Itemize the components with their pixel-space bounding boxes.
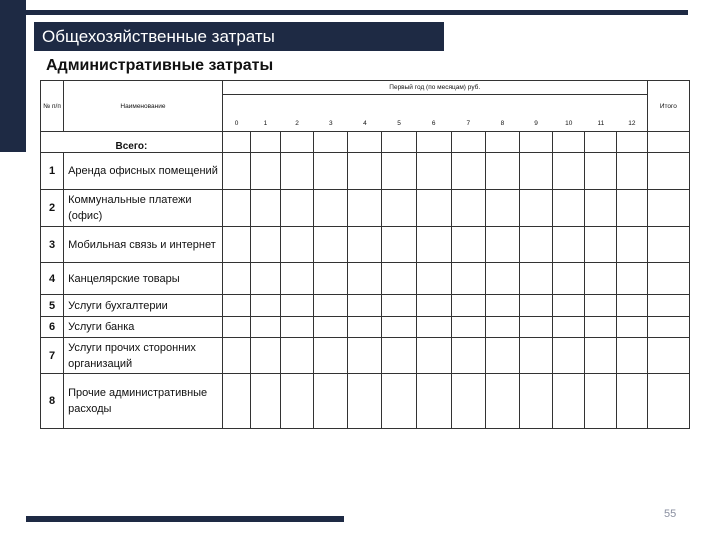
- table-row: [41, 263, 690, 295]
- value-cell: [553, 374, 585, 429]
- row-name: Услуги бухгалтерии: [64, 295, 223, 316]
- row-number: 1: [41, 153, 64, 189]
- value-cell: [222, 316, 250, 337]
- value-cell: [520, 189, 553, 226]
- table-row: [41, 338, 690, 374]
- value-cell: [281, 295, 314, 316]
- value-cell: [416, 227, 451, 263]
- value-cell: [416, 153, 451, 189]
- value-cell: [348, 338, 382, 374]
- value-cell: [647, 189, 689, 226]
- value-cell: [222, 132, 250, 153]
- value-cell: [250, 295, 280, 316]
- row-number: 7: [41, 338, 64, 374]
- value-cell: [250, 263, 280, 295]
- value-cell: [485, 189, 519, 226]
- value-cell: [520, 338, 553, 374]
- left-accent-bar: [0, 0, 26, 152]
- value-cell: [485, 374, 519, 429]
- value-cell: [553, 227, 585, 263]
- value-cell: [585, 295, 617, 316]
- value-cell: [314, 374, 348, 429]
- value-cell: [382, 338, 416, 374]
- value-cell: [520, 316, 553, 337]
- value-cell: [520, 295, 553, 316]
- value-cell: [348, 295, 382, 316]
- value-cell: [348, 374, 382, 429]
- value-cell: [222, 263, 250, 295]
- value-cell: [250, 316, 280, 337]
- value-cell: [520, 227, 553, 263]
- value-cell: [348, 263, 382, 295]
- value-cell: [485, 338, 519, 374]
- value-cell: [617, 189, 647, 226]
- value-cell: [250, 189, 280, 226]
- top-divider: [26, 10, 688, 15]
- month-header: 11: [585, 95, 617, 132]
- value-cell: [281, 374, 314, 429]
- value-cell: [222, 338, 250, 374]
- value-cell: [585, 263, 617, 295]
- row-name: Канцелярские товары: [64, 263, 223, 295]
- value-cell: [348, 153, 382, 189]
- month-header: 2: [281, 95, 314, 132]
- value-cell: [553, 132, 585, 153]
- value-cell: [250, 153, 280, 189]
- row-name: Коммунальные платежи (офис): [64, 189, 223, 226]
- value-cell: [222, 374, 250, 429]
- value-cell: [222, 295, 250, 316]
- value-cell: [585, 132, 617, 153]
- page-number: 55: [664, 508, 677, 520]
- row-number: 4: [41, 263, 64, 295]
- value-cell: [416, 189, 451, 226]
- value-cell: [348, 316, 382, 337]
- value-cell: [314, 189, 348, 226]
- month-header: 1: [250, 95, 280, 132]
- table-subtitle: Административные затраты: [46, 57, 274, 74]
- value-cell: [585, 338, 617, 374]
- value-cell: [451, 227, 485, 263]
- month-header: 4: [348, 95, 382, 132]
- row-name: Мобильная связь и интернет: [64, 227, 223, 263]
- month-header: 5: [382, 95, 416, 132]
- row-name: Аренда офисных помещений: [64, 153, 223, 189]
- month-header: 6: [416, 95, 451, 132]
- value-cell: [553, 189, 585, 226]
- table-row: [41, 227, 690, 263]
- value-cell: [647, 227, 689, 263]
- row-number: 8: [41, 374, 64, 429]
- value-cell: [314, 263, 348, 295]
- value-cell: [585, 227, 617, 263]
- value-cell: [585, 153, 617, 189]
- value-cell: [617, 227, 647, 263]
- value-cell: [647, 295, 689, 316]
- value-cell: [617, 316, 647, 337]
- value-cell: [348, 189, 382, 226]
- value-cell: [314, 295, 348, 316]
- value-cell: [416, 132, 451, 153]
- value-cell: [281, 263, 314, 295]
- value-cell: [222, 227, 250, 263]
- value-cell: [647, 338, 689, 374]
- value-cell: [485, 227, 519, 263]
- table-row: [41, 189, 690, 226]
- value-cell: [585, 189, 617, 226]
- value-cell: [585, 316, 617, 337]
- value-cell: [382, 374, 416, 429]
- row-name: Услуги банка: [64, 316, 223, 337]
- num-header: № п/п: [41, 81, 64, 132]
- value-cell: [647, 374, 689, 429]
- value-cell: [416, 374, 451, 429]
- table-row: [41, 153, 690, 189]
- value-cell: [250, 227, 280, 263]
- value-cell: [416, 338, 451, 374]
- value-cell: [647, 263, 689, 295]
- value-cell: [281, 153, 314, 189]
- value-cell: [520, 153, 553, 189]
- table-row: [41, 316, 690, 337]
- value-cell: [281, 316, 314, 337]
- value-cell: [348, 227, 382, 263]
- value-cell: [520, 263, 553, 295]
- value-cell: [647, 132, 689, 153]
- value-cell: [314, 153, 348, 189]
- value-cell: [382, 316, 416, 337]
- value-cell: [348, 132, 382, 153]
- value-cell: [222, 189, 250, 226]
- value-cell: [314, 227, 348, 263]
- table-row: [41, 374, 690, 429]
- value-cell: [451, 295, 485, 316]
- value-cell: [451, 153, 485, 189]
- row-number: 5: [41, 295, 64, 316]
- table-row: [41, 295, 690, 316]
- value-cell: [485, 316, 519, 337]
- value-cell: [520, 132, 553, 153]
- value-cell: [314, 338, 348, 374]
- month-header: 8: [485, 95, 519, 132]
- row-name: Услуги прочих сторонних организаций: [64, 338, 223, 374]
- name-header: Наименование: [64, 81, 223, 132]
- value-cell: [617, 132, 647, 153]
- value-cell: [520, 374, 553, 429]
- value-cell: [250, 132, 280, 153]
- admin-costs-table: [40, 80, 690, 429]
- value-cell: [485, 295, 519, 316]
- value-cell: [553, 316, 585, 337]
- value-cell: [647, 316, 689, 337]
- total-row-label: Всего:: [41, 132, 223, 153]
- value-cell: [553, 153, 585, 189]
- value-cell: [250, 338, 280, 374]
- value-cell: [382, 227, 416, 263]
- value-cell: [281, 338, 314, 374]
- slide-title: Общехозяйственные затраты: [34, 22, 444, 51]
- value-cell: [451, 374, 485, 429]
- value-cell: [617, 374, 647, 429]
- value-cell: [451, 316, 485, 337]
- value-cell: [485, 132, 519, 153]
- total-header: Итого: [647, 81, 689, 132]
- value-cell: [485, 263, 519, 295]
- value-cell: [281, 189, 314, 226]
- header-row-period: [41, 81, 690, 95]
- row-name: Прочие административные расходы: [64, 374, 223, 429]
- row-number: 2: [41, 189, 64, 226]
- value-cell: [451, 132, 485, 153]
- value-cell: [485, 153, 519, 189]
- value-cell: [281, 227, 314, 263]
- row-number: 6: [41, 316, 64, 337]
- month-header: 12: [617, 95, 647, 132]
- month-header: 3: [314, 95, 348, 132]
- value-cell: [647, 153, 689, 189]
- value-cell: [451, 338, 485, 374]
- total-row: [41, 132, 690, 153]
- value-cell: [222, 153, 250, 189]
- value-cell: [617, 263, 647, 295]
- value-cell: [314, 132, 348, 153]
- value-cell: [416, 316, 451, 337]
- value-cell: [382, 295, 416, 316]
- bottom-divider: [26, 516, 344, 522]
- month-header: 10: [553, 95, 585, 132]
- value-cell: [553, 295, 585, 316]
- value-cell: [451, 189, 485, 226]
- value-cell: [314, 316, 348, 337]
- row-number: 3: [41, 227, 64, 263]
- value-cell: [382, 132, 416, 153]
- value-cell: [553, 338, 585, 374]
- value-cell: [617, 295, 647, 316]
- value-cell: [250, 374, 280, 429]
- value-cell: [382, 153, 416, 189]
- value-cell: [585, 374, 617, 429]
- value-cell: [451, 263, 485, 295]
- month-header: 9: [520, 95, 553, 132]
- value-cell: [416, 295, 451, 316]
- month-header: 7: [451, 95, 485, 132]
- value-cell: [553, 263, 585, 295]
- value-cell: [617, 338, 647, 374]
- month-header: 0: [222, 95, 250, 132]
- period-header: Первый год (по месяцам) руб.: [222, 81, 647, 95]
- value-cell: [382, 189, 416, 226]
- value-cell: [382, 263, 416, 295]
- value-cell: [617, 153, 647, 189]
- value-cell: [416, 263, 451, 295]
- value-cell: [281, 132, 314, 153]
